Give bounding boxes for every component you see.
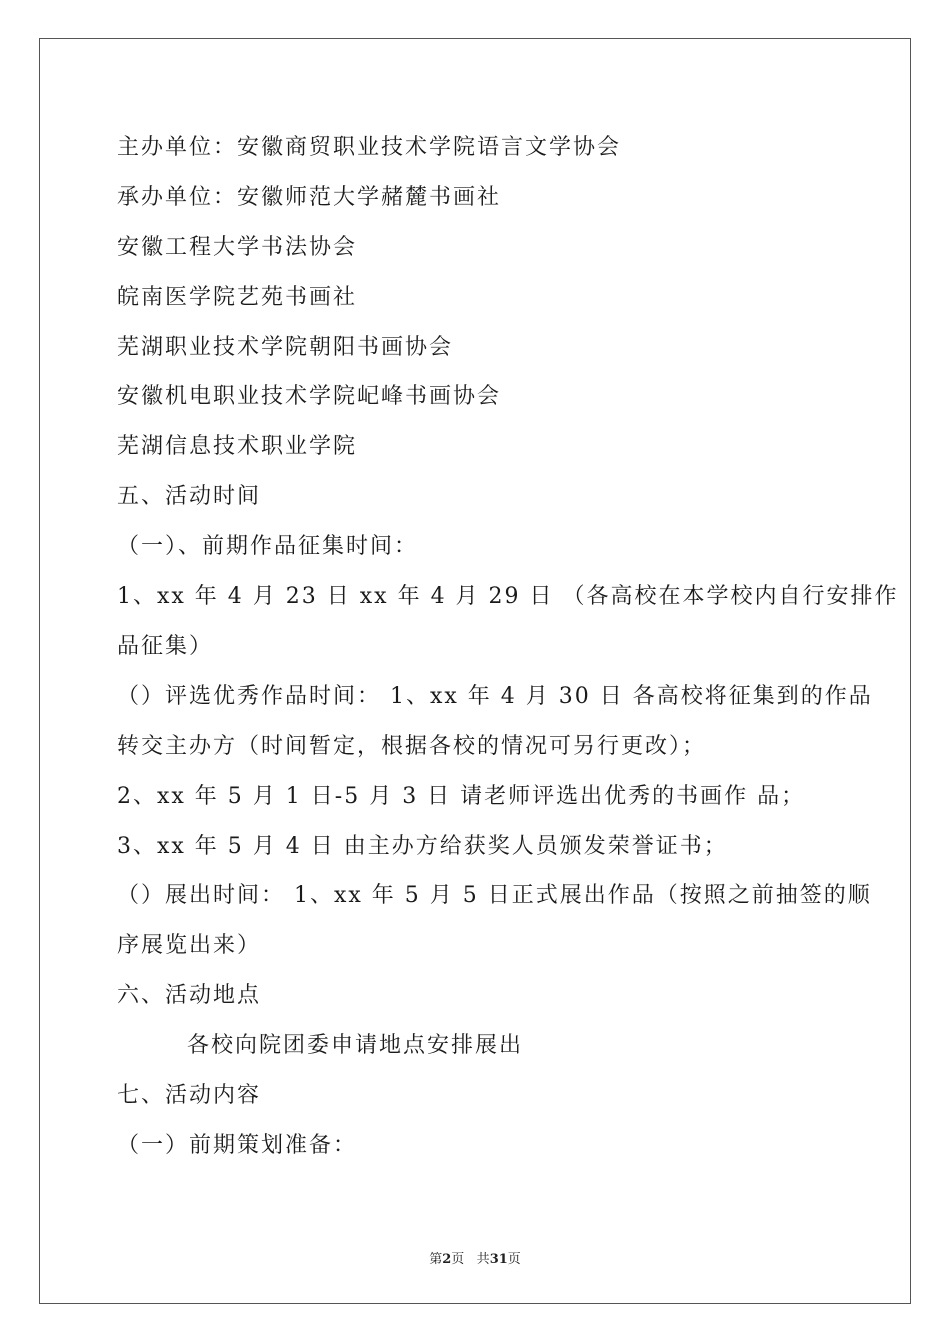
text-line: 芜湖信息技术职业学院 xyxy=(117,434,358,459)
text-line: 安徽工程大学书法协会 xyxy=(117,235,358,260)
page-border xyxy=(39,38,911,1304)
sub-heading: （一）、前期作品征集时间： xyxy=(117,534,419,559)
section-heading: 七、活动内容 xyxy=(117,1083,262,1108)
text-line: 承办单位：安徽师范大学赭麓书画社 xyxy=(117,185,502,210)
section-heading: 五、活动时间 xyxy=(117,484,262,509)
page-number: 2 xyxy=(442,1252,452,1267)
text-line: 3、xx 年 5 月 4 日 由主办方给获奖人员颁发荣誉证书； xyxy=(117,834,728,859)
text-line: （）展出时间： 1、xx 年 5 月 5 日正式展出作品（按照之前抽签的顺 xyxy=(117,883,872,908)
page-suffix: 页 xyxy=(451,1252,465,1267)
sub-heading: （一）前期策划准备： xyxy=(117,1133,358,1158)
total-pages: 31 xyxy=(489,1252,508,1267)
text-line: 各校向院团委申请地点安排展出 xyxy=(187,1033,524,1058)
text-line: 序展览出来） xyxy=(117,933,262,958)
text-line: 2、xx 年 5 月 1 日-5 月 3 日 请老师评选出优秀的书画作 品； xyxy=(117,784,806,809)
page-footer xyxy=(0,1248,950,1267)
total-suffix: 页 xyxy=(507,1252,521,1267)
text-line: （）评选优秀作品时间： 1、xx 年 4 月 30 日 各高校将征集到的作品 xyxy=(117,684,873,709)
text-line: 转交主办方（时间暂定，根据各校的情况可另行更改）； xyxy=(117,734,707,759)
text-line: 芜湖职业技术学院朝阳书画协会 xyxy=(117,335,454,360)
text-line: 品征集） xyxy=(117,634,214,659)
text-line: 皖南医学院艺苑书画社 xyxy=(117,285,358,310)
section-heading: 六、活动地点 xyxy=(117,983,262,1008)
page-prefix: 第 xyxy=(429,1252,443,1267)
text-line: 主办单位：安徽商贸职业技术学院语言文学协会 xyxy=(117,135,622,160)
total-prefix: 共 xyxy=(476,1252,490,1267)
text-line: 安徽机电职业技术学院屺峰书画协会 xyxy=(117,384,502,409)
text-line: 1、xx 年 4 月 23 日 xx 年 4 月 29 日 （各高校在本学校内自行安排作 xyxy=(117,584,899,609)
